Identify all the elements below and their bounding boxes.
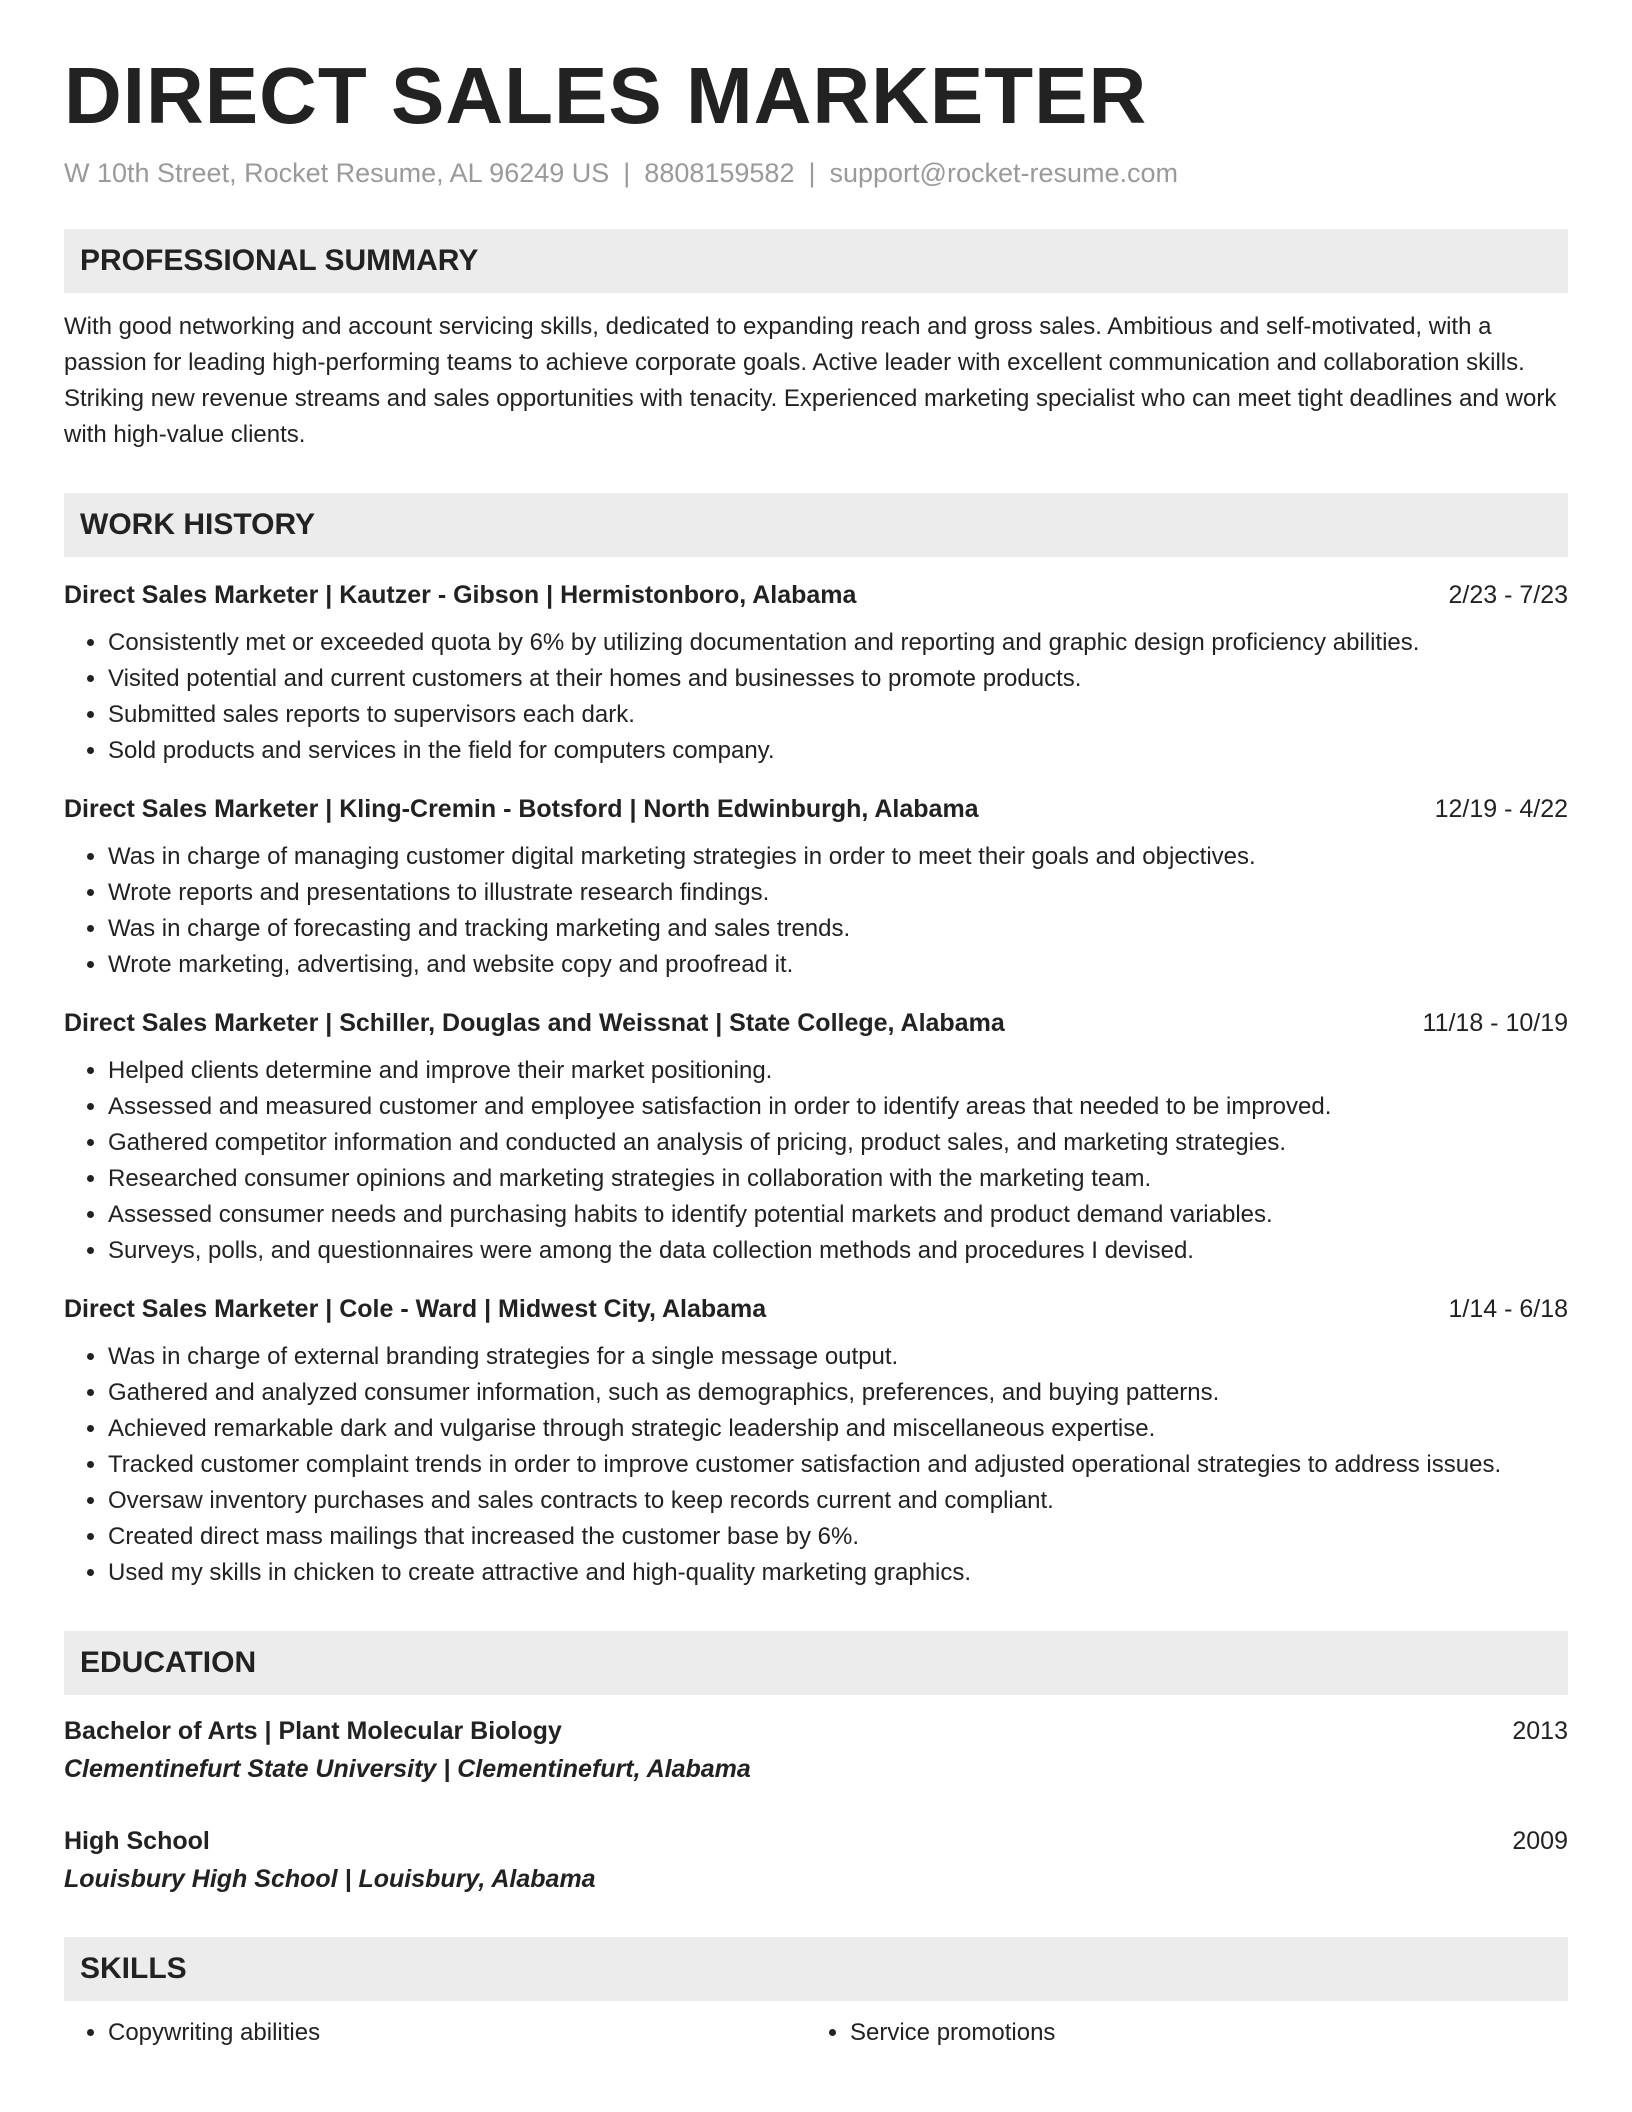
job-bullet: • Submitted sales reports to supervisors each dark. bbox=[108, 697, 1568, 733]
education-degree: Bachelor of Arts | Plant Molecular Biology bbox=[64, 1717, 562, 1745]
job-title: Direct Sales Marketer | Cole - Ward | Midwest City, Alabama bbox=[64, 1295, 767, 1323]
job-title: Direct Sales Marketer | Kling-Cremin - Botsford | North Edwinburgh, Alabama bbox=[64, 795, 979, 823]
contact-address: W 10th Street, Rocket Resume, AL 96249 US bbox=[64, 158, 610, 188]
skills-column-right bbox=[806, 2015, 1548, 2051]
contact-separator: | bbox=[623, 158, 631, 188]
section-heading-skills: SKILLS bbox=[64, 1937, 1568, 2001]
job-entry bbox=[64, 577, 1568, 769]
job-bullet: • Assessed and measured customer and employee satisfaction in order to identify areas that needed to be improved. bbox=[108, 1089, 1568, 1125]
job-bullet: • Assessed consumer needs and purchasing habits to identify potential markets and product demand variables. bbox=[108, 1197, 1568, 1233]
job-bullet: • Was in charge of managing customer digital marketing strategies in order to meet their goals and objectives. bbox=[108, 839, 1568, 875]
job-bullets bbox=[64, 1339, 1568, 1591]
job-bullet: • Visited potential and current customers at their homes and businesses to promote products. bbox=[108, 661, 1568, 697]
work-history-list bbox=[64, 577, 1568, 1591]
education-entry bbox=[64, 1823, 1568, 1897]
education-school: Clementinefurt State University | Clementinefurt, Alabama bbox=[64, 1755, 751, 1783]
contact-email: support@rocket-resume.com bbox=[829, 158, 1179, 188]
contact-line bbox=[64, 158, 1568, 189]
job-dates: 1/14 - 6/18 bbox=[1448, 1295, 1568, 1323]
education-school: Louisbury High School | Louisbury, Alabama bbox=[64, 1865, 596, 1893]
job-bullet: • Created direct mass mailings that increased the customer base by 6%. bbox=[108, 1519, 1568, 1555]
summary-text: With good networking and account servicing skills, dedicated to expanding reach and gross sales. Ambitious and self-motivated, with a passion for leading high-performing teams to achieve corporate goals. Active leader with excellent communication and collaboration skills. Striking new revenue streams and sales opportunities with tenacity. Experienced marketing specialist who can meet tight deadlines and work with high-value clients. bbox=[64, 313, 1557, 448]
candidate-name: DIRECT SALES MARKETER bbox=[64, 51, 1148, 140]
contact-separator: | bbox=[808, 158, 816, 188]
job-title: Direct Sales Marketer | Schiller, Douglas and Weissnat | State College, Alabama bbox=[64, 1009, 1005, 1037]
job-entry bbox=[64, 1291, 1568, 1591]
job-entry bbox=[64, 791, 1568, 983]
job-bullet: • Was in charge of forecasting and tracking marketing and sales trends. bbox=[108, 911, 1568, 947]
contact-phone: 8808159582 bbox=[644, 158, 795, 188]
job-dates: 12/19 - 4/22 bbox=[1434, 795, 1568, 823]
education-degree: High School bbox=[64, 1827, 210, 1855]
job-bullets bbox=[64, 625, 1568, 769]
job-dates: 2/23 - 7/23 bbox=[1448, 581, 1568, 609]
job-bullet: • Consistently met or exceeded quota by 6% by utilizing documentation and reporting and graphic design proficiency abilities. bbox=[108, 625, 1568, 661]
job-bullet: • Oversaw inventory purchases and sales contracts to keep records current and compliant. bbox=[108, 1483, 1568, 1519]
job-bullets bbox=[64, 839, 1568, 983]
job-bullet: • Surveys, polls, and questionnaires were among the data collection methods and procedures I devised. bbox=[108, 1233, 1568, 1269]
job-bullet: • Helped clients determine and improve their market positioning. bbox=[108, 1053, 1568, 1089]
education-year: 2013 bbox=[1512, 1717, 1568, 1745]
job-title: Direct Sales Marketer | Kautzer - Gibson | Hermistonboro, Alabama bbox=[64, 581, 857, 609]
section-heading-work-history: WORK HISTORY bbox=[64, 493, 1568, 557]
job-bullet: • Gathered and analyzed consumer information, such as demographics, preferences, and buying patterns. bbox=[108, 1375, 1568, 1411]
section-heading-summary: PROFESSIONAL SUMMARY bbox=[64, 229, 1568, 293]
education-year: 2009 bbox=[1512, 1827, 1568, 1855]
job-bullet: • Was in charge of external branding strategies for a single message output. bbox=[108, 1339, 1568, 1375]
job-bullet: • Sold products and services in the field for computers company. bbox=[108, 733, 1568, 769]
skills-column-left bbox=[64, 2015, 806, 2051]
section-heading-education: EDUCATION bbox=[64, 1631, 1568, 1695]
job-bullets bbox=[64, 1053, 1568, 1269]
skill-item: • Copywriting abilities bbox=[108, 2015, 806, 2051]
education-entry bbox=[64, 1713, 1568, 1787]
job-bullet: • Researched consumer opinions and marketing strategies in collaboration with the marketing team. bbox=[108, 1161, 1568, 1197]
job-bullet: • Gathered competitor information and conducted an analysis of pricing, product sales, and marketing strategies. bbox=[108, 1125, 1568, 1161]
job-bullet: • Used my skills in chicken to create attractive and high-quality marketing graphics. bbox=[108, 1555, 1568, 1591]
skill-item: • Service promotions bbox=[850, 2015, 1548, 2051]
job-bullet: • Wrote marketing, advertising, and website copy and proofread it. bbox=[108, 947, 1568, 983]
skills-list bbox=[64, 2015, 1568, 2051]
job-dates: 11/18 - 10/19 bbox=[1422, 1009, 1568, 1037]
job-entry bbox=[64, 1005, 1568, 1269]
job-bullet: • Achieved remarkable dark and vulgarise through strategic leadership and miscellaneous expertise. bbox=[108, 1411, 1568, 1447]
job-bullet: • Tracked customer complaint trends in order to improve customer satisfaction and adjusted operational strategies to address issues. bbox=[108, 1447, 1568, 1483]
job-bullet: • Wrote reports and presentations to illustrate research findings. bbox=[108, 875, 1568, 911]
